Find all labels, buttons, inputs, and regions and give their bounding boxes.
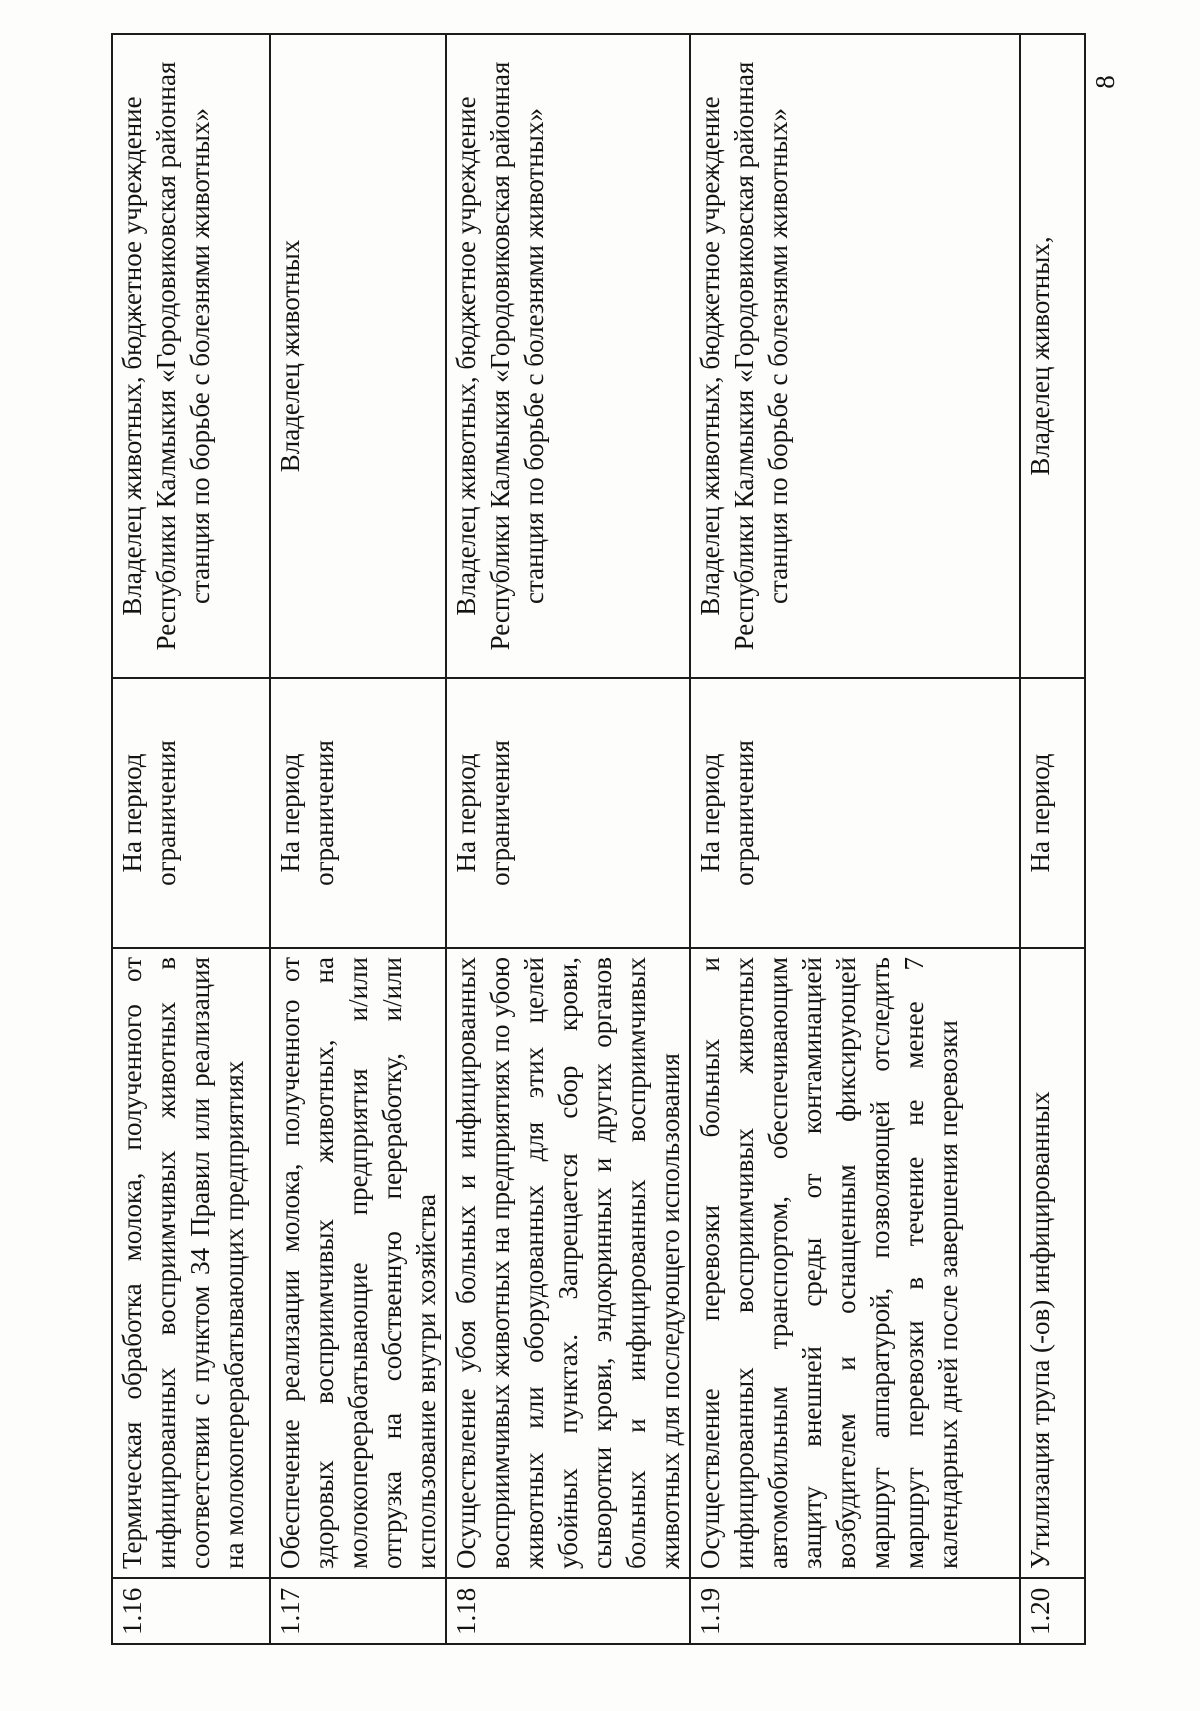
row-responsible: Владелец животных, бюджетное учреждение Республики Калмыкия «Городовиковская районная станция по борьбе с болезнями животных»	[446, 34, 690, 678]
row-number: 1.17	[270, 1578, 446, 1644]
row-action: Осуществление перевозки больных и инфицированных восприимчивых животных автомобильным транспортом, обеспечивающим защиту внешней среды от контаминацией возбудителем и оснащенным фиксирующей маршрут аппаратурой, позволяющей отследить маршрут перевозки в течение не менее 7 календарных дней после завершения перевозки	[690, 948, 1020, 1578]
table-row	[446, 34, 690, 1644]
row-responsible: Владелец животных, бюджетное учреждение Республики Калмыкия «Городовиковская районная станция по борьбе с болезнями животных»	[690, 34, 1020, 678]
row-action: Обеспечение реализации молока, полученного от здоровых восприимчивых животных, на молокоперерабатывающие предприятия и/или отгрузка на собственную переработку, и/или использование внутри хозяйства	[270, 948, 446, 1578]
row-action: Осуществление убоя больных и инфицированных восприимчивых животных на предприятиях по убою животных или оборудованных для этих целей убойных пунктах. Запрещается сбор крови, сыворотки крови, эндокринных и других органов больных и инфицированных восприимчивых животных для последующего использования	[446, 948, 690, 1578]
row-responsible: Владелец животных, бюджетное учреждение Республики Калмыкия «Городовиковская районная станция по борьбе с болезнями животных»	[112, 34, 270, 678]
row-term: На период ограничения	[112, 678, 270, 948]
row-number: 1.19	[690, 1578, 1020, 1644]
page-number: 8	[1090, 75, 1120, 89]
row-term: На период ограничения	[690, 678, 1020, 948]
table-row	[1020, 34, 1085, 1644]
table-row	[270, 34, 446, 1644]
row-number: 1.18	[446, 1578, 690, 1644]
row-term: На период ограничения	[446, 678, 690, 948]
row-responsible: Владелец животных	[270, 34, 446, 678]
table-wrapper	[111, 35, 1056, 1645]
measures-table	[111, 33, 1086, 1645]
rotated-table-container	[111, 35, 1056, 1645]
row-action: Утилизация трупа (-ов) инфицированных	[1020, 948, 1085, 1578]
row-term: На период	[1020, 678, 1085, 948]
table-row	[112, 34, 270, 1644]
row-responsible: Владелец животных,	[1020, 34, 1085, 678]
row-term: На период ограничения	[270, 678, 446, 948]
row-number: 1.20	[1020, 1578, 1085, 1644]
row-number: 1.16	[112, 1578, 270, 1644]
row-action: Термическая обработка молока, полученного от инфицированных восприимчивых животных в соответствии с пунктом 34 Правил или реализация на молокоперерабатывающих предприятиях	[112, 948, 270, 1578]
table-row	[690, 34, 1020, 1644]
